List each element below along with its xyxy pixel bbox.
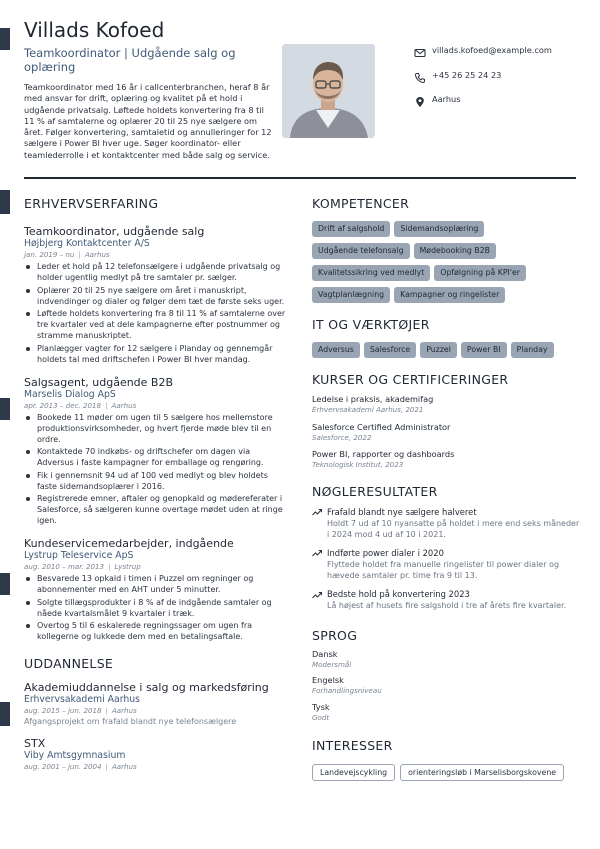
job-meta	[24, 401, 286, 411]
tools-tags	[312, 342, 582, 358]
job-city: Aarhus	[84, 250, 110, 259]
course-entry	[312, 422, 582, 443]
contact-block	[414, 44, 594, 118]
section-title-education: UDDANNELSE	[24, 656, 114, 671]
header-divider	[24, 177, 576, 179]
result-description: Holdt 7 ud af 10 nyansatte på holdet i mere end seks måneder i 2024 mod 4 ud af 10 i 2021.	[327, 518, 580, 539]
job-company: Lystrup Teleservice ApS	[24, 550, 134, 561]
meta-separator: |	[105, 706, 108, 715]
trend-up-icon	[312, 590, 322, 600]
bullet: Solgte tillægsprodukter i 8 % af de indgående samtaler og nåede kvartalsmålet 9 kvartaler i træk.	[24, 597, 286, 619]
location-text: Aarhus	[432, 94, 461, 104]
results-list	[312, 507, 582, 612]
languages-list	[312, 649, 582, 723]
result-entry	[312, 548, 582, 581]
language-name: Tysk	[312, 701, 330, 712]
meta-separator: |	[108, 562, 111, 571]
section-title-results: NØGLERESULTATER	[312, 483, 438, 499]
language-name: Dansk	[312, 648, 338, 659]
bullet: Planlægger vagter for 12 sælgere i Planday og gennemgår holdets tal med driftschefen i Power BI hver mandag.	[24, 343, 286, 365]
job-entry	[24, 376, 286, 527]
education-dates: aug. 2001 – jun. 2004	[24, 762, 102, 771]
section-title-languages: SPROG	[312, 627, 358, 643]
job-meta	[24, 562, 286, 572]
bullet: Overtog 5 til 6 eskalerede regningssager om ugen fra kollegerne og lukkede dem med en betalingsaftale.	[24, 620, 286, 642]
education-school: Viby Amtsgymnasium	[24, 750, 126, 761]
job-company: Marselis Dialog ApS	[24, 388, 116, 400]
bullet: Fik i gennemsnit 94 ud af 100 ved medlyt og blev holdets faste sidemandsoplærer i 2016.	[24, 470, 286, 492]
skill-tag: Vagtplanlægning	[312, 287, 390, 303]
email-text: villads.kofoed@example.com	[432, 45, 552, 55]
bullet: Bookede 11 møder om ugen til 5 sælgere hos mellemstore produktionsvirksomheder, og hvert fjerde møde blev til en ordre.	[24, 412, 286, 445]
tool-tag: Salesforce	[364, 342, 416, 358]
trend-up-icon	[312, 548, 322, 558]
trend-up-icon	[312, 507, 322, 517]
tool-tag: Power BI	[461, 342, 507, 358]
result-title: Frafald blandt nye sælgere halveret	[327, 506, 477, 517]
education-city: Aarhus	[111, 706, 137, 715]
phone-text: +45 26 25 24 23	[432, 69, 502, 80]
education-note: Afgangsprojekt om frafald blandt nye telefonsælgere	[24, 717, 237, 726]
skill-tag: Opfølgning på KPI'er	[434, 265, 526, 281]
language-level: Modersmål	[312, 659, 352, 669]
education-school: Erhvervsakademi Aarhus	[24, 694, 140, 705]
interests-list	[312, 764, 582, 781]
meta-separator: |	[105, 400, 108, 410]
result-title: Bedste hold på konvertering 2023	[327, 589, 470, 600]
tool-tag: Planday	[511, 342, 554, 358]
job-entry	[24, 537, 286, 642]
section-title-tools: IT OG VÆRKTØJER	[312, 317, 430, 332]
profile-summary: Teamkoordinator med 16 år i callcenterbranchen, heraf 8 år med ansvar for drift, oplæring og kvalitet på et hold i udgående privatsalg. Løftede holdets konvertering fra 8 til 11 % af samtalerne og oplærer 20 til 25 nye sælgere om året. Følger konvertering, samtaletid og annulleringer for 12 sælgere i Power BI hver uge. Søger koordinator- eller teamlederrolle i et kontaktcenter med både salg og service.	[24, 82, 272, 160]
job-bullets	[24, 261, 286, 365]
language-name: Engelsk	[312, 675, 344, 686]
section-title-experience: ERHVERVSERFARING	[24, 196, 159, 211]
education-meta	[24, 706, 286, 716]
job-company: Højbjerg Kontaktcenter A/S	[24, 238, 150, 249]
skill-tag: Kvalitetssikring ved medlyt	[312, 265, 430, 281]
profile-photo	[282, 44, 375, 138]
accent-bar-job-2	[0, 398, 10, 420]
section-title-courses: KURSER OG CERTIFICERINGER	[312, 372, 509, 387]
accent-bar-education	[0, 702, 10, 726]
section-title-skills: KOMPETENCER	[312, 196, 410, 211]
resume-header	[24, 18, 274, 161]
language-level: Godt	[312, 712, 330, 722]
job-bullets	[24, 573, 286, 642]
course-institution: Salesforce, 2022	[312, 432, 372, 442]
skill-tag: Kampagner og ringelister	[394, 287, 505, 303]
course-institution: Teknologisk Institut, 2023	[312, 460, 404, 469]
result-title: Indførte power dialer i 2020	[327, 547, 444, 558]
accent-bar-experience	[0, 190, 10, 214]
skill-tag: Drift af salgshold	[312, 221, 390, 237]
job-dates: apr. 2013 – dec. 2018	[24, 400, 102, 410]
job-city: Lystrup	[114, 562, 141, 571]
language-entry	[312, 649, 582, 670]
mail-icon	[414, 44, 426, 56]
job-bullets	[24, 412, 286, 527]
person-title: Teamkoordinator | Udgående salg og oplæring	[24, 46, 236, 74]
result-head	[312, 548, 582, 559]
job-title: Teamkoordinator, udgående salg	[24, 225, 205, 238]
contact-location	[414, 93, 594, 105]
tool-tag: Adversus	[312, 342, 360, 358]
job-entry	[24, 225, 286, 365]
bullet: Oplærer 20 til 25 nye sælgere om året i manuskript, indvendinger og dialer og følger dem tæt de første seks uger.	[24, 285, 286, 307]
section-title-interests: INTERESSER	[312, 738, 393, 754]
courses-list	[312, 394, 582, 470]
course-entry	[312, 394, 582, 415]
job-dates: aug. 2010 – mar. 2013	[24, 562, 105, 571]
job-city: Aarhus	[111, 400, 137, 410]
course-institution: Erhvervsakademi Aarhus, 2021	[312, 405, 424, 414]
interest-tag: orienteringsløb i Marselisborgskovene	[400, 764, 564, 781]
job-title: Kundeservicemedarbejder, indgående	[24, 537, 234, 550]
job-meta	[24, 250, 286, 260]
result-description: Lå højest af husets fire salgshold i tre af årets fire kvartaler.	[327, 601, 567, 611]
result-entry	[312, 507, 582, 540]
contact-email[interactable]	[414, 44, 594, 56]
right-column	[312, 196, 582, 781]
left-column	[24, 196, 286, 772]
accent-bar-job-3	[0, 573, 10, 595]
result-head	[312, 589, 582, 600]
job-title: Salgsagent, udgående B2B	[24, 375, 174, 389]
result-description: Flyttede holdet fra manuelle ringelister til power dialer og hævede samtaler pr. time fra 9 til 13.	[327, 559, 560, 581]
education-title: STX	[24, 737, 46, 750]
bullet: Løftede holdets konvertering fra 8 til 11 % af samtalerne over tre kvartaler ved at dele kampagnerne efter postnummer og stramme manuskriptet.	[24, 308, 286, 341]
interest-tag: Landevejscykling	[312, 764, 395, 781]
bullet: Kontaktede 70 indkøbs- og driftschefer om dagen via Adversus i faste kampagner for emballage og rengøring.	[24, 446, 286, 468]
skill-tag: Mødebooking B2B	[414, 243, 496, 259]
education-dates: aug. 2015 – jun. 2018	[24, 706, 102, 715]
contact-phone[interactable]	[414, 69, 594, 81]
skill-tag: Sidemandsoplæring	[394, 221, 484, 237]
result-entry	[312, 589, 582, 611]
person-name: Villads Kofoed	[24, 18, 165, 42]
location-pin-icon	[414, 93, 426, 105]
language-level: Forhandlingsniveau	[312, 686, 382, 696]
tool-tag: Puzzel	[420, 342, 457, 358]
bullet: Registrerede emner, aftaler og genopkald og mødereferater i Salesforce, så sælgeren kunne overtage mødet uden at ringe igen.	[24, 493, 286, 526]
language-entry	[312, 675, 582, 696]
skill-tag: Udgående telefonsalg	[312, 243, 410, 259]
meta-separator: |	[78, 250, 81, 259]
job-dates: jan. 2019 – nu	[24, 250, 75, 259]
education-title: Akademiuddannelse i salg og markedsføring	[24, 681, 269, 694]
education-meta	[24, 762, 286, 772]
education-entry	[24, 737, 286, 772]
skills-tags	[312, 221, 527, 303]
bullet: Leder et hold på 12 telefonsælgere i udgående privatsalg og holder ugentlig medlyt på tre samtaler pr. sælger.	[24, 261, 286, 283]
bullet: Besvarede 13 opkald i timen i Puzzel om regninger og abonnementer med en AHT under 5 minutter.	[24, 573, 286, 595]
accent-bar-header	[0, 28, 10, 50]
course-name: Power BI, rapporter og dashboards	[312, 449, 455, 459]
meta-separator: |	[105, 762, 108, 771]
language-entry	[312, 702, 582, 723]
course-name: Ledelse i praksis, akademifag	[312, 394, 434, 404]
course-entry	[312, 449, 582, 470]
phone-icon	[414, 69, 426, 81]
education-entry	[24, 681, 286, 727]
course-name: Salesforce Certified Administrator	[312, 421, 451, 432]
education-city: Aarhus	[111, 762, 137, 771]
result-head	[312, 507, 582, 518]
